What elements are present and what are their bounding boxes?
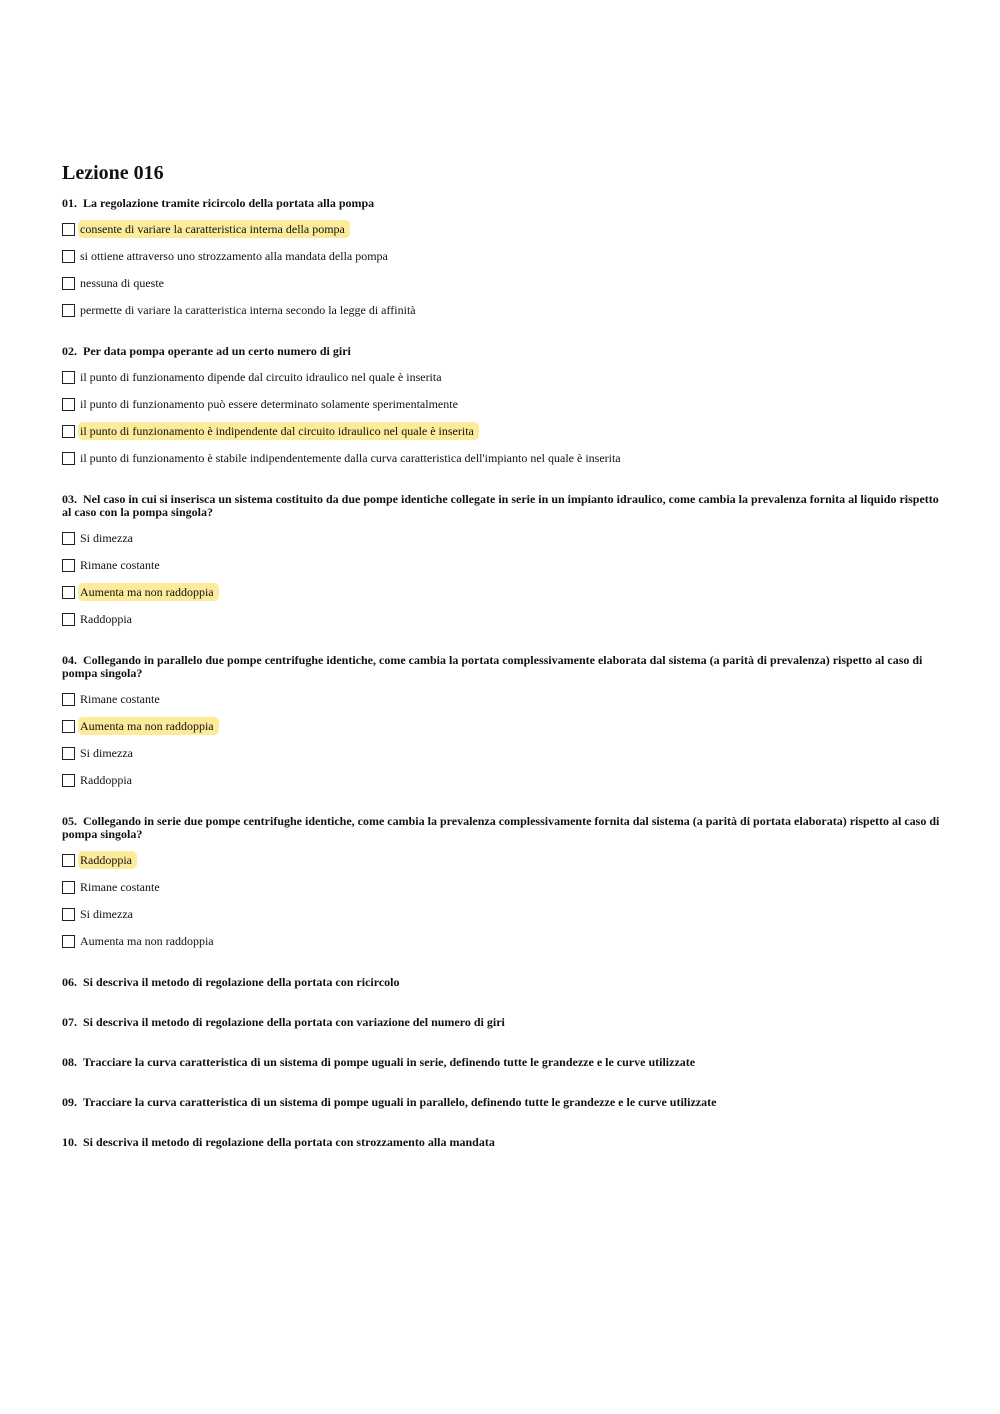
answer-option[interactable] [62, 421, 942, 441]
answer-option[interactable] [62, 743, 942, 763]
answer-checkbox[interactable] [62, 854, 75, 867]
question-label: Collegando in serie due pompe centrifughe identiche, come cambia la prevalenza complessivamente fornita dal sistema (a parità di portata elaborata) rispetto al caso di pompa singola? [62, 814, 940, 841]
answer-label: Aumenta ma non raddoppia [80, 934, 214, 948]
answer-label: nessuna di queste [80, 276, 164, 290]
answer-label-highlighted: Aumenta ma non raddoppia [78, 717, 219, 735]
answer-label: permette di variare la caratteristica interna secondo la legge di affinità [80, 303, 416, 317]
question-text [62, 493, 942, 519]
answer-checkbox[interactable] [62, 371, 75, 384]
question-number: 07. [62, 1015, 77, 1029]
answer-checkbox[interactable] [62, 398, 75, 411]
answer-label: il punto di funzionamento è stabile indipendentemente dalla curva caratteristica dell'impianto nel quale è inserita [80, 451, 621, 465]
question-1 [62, 197, 942, 320]
answer-checkbox[interactable] [62, 774, 75, 787]
open-question-7 [62, 1016, 942, 1056]
question-number: 04. [62, 653, 77, 667]
answer-checkbox[interactable] [62, 747, 75, 760]
answer-label: Raddoppia [80, 612, 132, 626]
answer-checkbox[interactable] [62, 586, 75, 599]
question-label: Si descriva il metodo di regolazione della portata con ricircolo [83, 975, 400, 989]
question-label: Si descriva il metodo di regolazione della portata con strozzamento alla mandata [83, 1135, 495, 1149]
answer-checkbox[interactable] [62, 935, 75, 948]
answer-checkbox[interactable] [62, 559, 75, 572]
question-text [62, 1056, 942, 1069]
answer-option[interactable] [62, 850, 942, 870]
answer-option[interactable] [62, 273, 942, 293]
answer-label: si ottiene attraverso uno strozzamento alla mandata della pompa [80, 249, 388, 263]
open-question-9 [62, 1096, 942, 1136]
answer-checkbox[interactable] [62, 532, 75, 545]
question-3 [62, 493, 942, 629]
answer-checkbox[interactable] [62, 223, 75, 236]
answer-checkbox[interactable] [62, 425, 75, 438]
question-text [62, 815, 942, 841]
answer-option[interactable] [62, 300, 942, 320]
answer-label-highlighted: Raddoppia [78, 851, 137, 869]
answer-checkbox[interactable] [62, 908, 75, 921]
question-number: 05. [62, 814, 77, 828]
answer-label-highlighted: Aumenta ma non raddoppia [78, 583, 219, 601]
question-label: Si descriva il metodo di regolazione della portata con variazione del numero di giri [83, 1015, 505, 1029]
answer-checkbox[interactable] [62, 720, 75, 733]
answer-label: il punto di funzionamento può essere determinato solamente sperimentalmente [80, 397, 458, 411]
answer-checkbox[interactable] [62, 277, 75, 290]
document-page [62, 160, 942, 1176]
question-text [62, 976, 942, 989]
answer-option[interactable] [62, 931, 942, 951]
question-text [62, 654, 942, 680]
answer-checkbox[interactable] [62, 250, 75, 263]
answer-option[interactable] [62, 367, 942, 387]
question-text [62, 1136, 942, 1149]
answer-label: Rimane costante [80, 558, 160, 572]
answer-option[interactable] [62, 448, 942, 468]
question-number: 10. [62, 1135, 77, 1149]
answer-option[interactable] [62, 609, 942, 629]
answer-label: Si dimezza [80, 746, 133, 760]
question-label: Tracciare la curva caratteristica di un sistema di pompe uguali in parallelo, definendo tutte le grandezze e le curve utilizzate [83, 1095, 717, 1109]
answer-checkbox[interactable] [62, 693, 75, 706]
answer-option[interactable] [62, 770, 942, 790]
answer-option[interactable] [62, 689, 942, 709]
question-label: Per data pompa operante ad un certo numero di giri [83, 344, 351, 358]
answer-label-highlighted: il punto di funzionamento è indipendente dal circuito idraulico nel quale è inserita [78, 422, 479, 440]
question-text [62, 1016, 942, 1029]
question-number: 01. [62, 196, 77, 210]
answer-option[interactable] [62, 904, 942, 924]
answer-label: Si dimezza [80, 907, 133, 921]
question-label: La regolazione tramite ricircolo della portata alla pompa [83, 196, 375, 210]
answer-option[interactable] [62, 555, 942, 575]
open-question-list [62, 976, 942, 1176]
answer-label: Si dimezza [80, 531, 133, 545]
answer-checkbox[interactable] [62, 304, 75, 317]
question-number: 02. [62, 344, 77, 358]
answer-option[interactable] [62, 716, 942, 736]
answer-checkbox[interactable] [62, 613, 75, 626]
answer-label: Rimane costante [80, 880, 160, 894]
answer-label: Rimane costante [80, 692, 160, 706]
lesson-title: Lezione 016 [62, 162, 164, 184]
question-text [62, 1096, 942, 1109]
answer-label: Raddoppia [80, 773, 132, 787]
question-label: Tracciare la curva caratteristica di un sistema di pompe uguali in serie, definendo tutte le grandezze e le curve utilizzate [83, 1055, 696, 1069]
question-2 [62, 345, 942, 468]
answer-option[interactable] [62, 877, 942, 897]
question-4 [62, 654, 942, 790]
answer-checkbox[interactable] [62, 881, 75, 894]
question-5 [62, 815, 942, 951]
question-text [62, 197, 942, 210]
answer-label: il punto di funzionamento dipende dal circuito idraulico nel quale è inserita [80, 370, 442, 384]
answer-checkbox[interactable] [62, 452, 75, 465]
question-label: Nel caso in cui si inserisca un sistema costituito da due pompe identiche collegate in serie in un impianto idraulico, come cambia la prevalenza fornita al liquido rispetto al caso con la pompa singola? [62, 492, 939, 519]
question-number: 03. [62, 492, 77, 506]
answer-option[interactable] [62, 219, 942, 239]
open-question-10 [62, 1136, 942, 1176]
answer-option[interactable] [62, 528, 942, 548]
answer-option[interactable] [62, 246, 942, 266]
open-question-8 [62, 1056, 942, 1096]
question-list [62, 197, 942, 951]
question-number: 08. [62, 1055, 77, 1069]
answer-option[interactable] [62, 394, 942, 414]
question-text [62, 345, 942, 358]
question-number: 06. [62, 975, 77, 989]
answer-option[interactable] [62, 582, 942, 602]
answer-label-highlighted: consente di variare la caratteristica interna della pompa [78, 220, 350, 238]
question-label: Collegando in parallelo due pompe centrifughe identiche, come cambia la portata complessivamente elaborata dal sistema (a parità di prevalenza) rispetto al caso di pompa singola? [62, 653, 923, 680]
open-question-6 [62, 976, 942, 1016]
question-number: 09. [62, 1095, 77, 1109]
